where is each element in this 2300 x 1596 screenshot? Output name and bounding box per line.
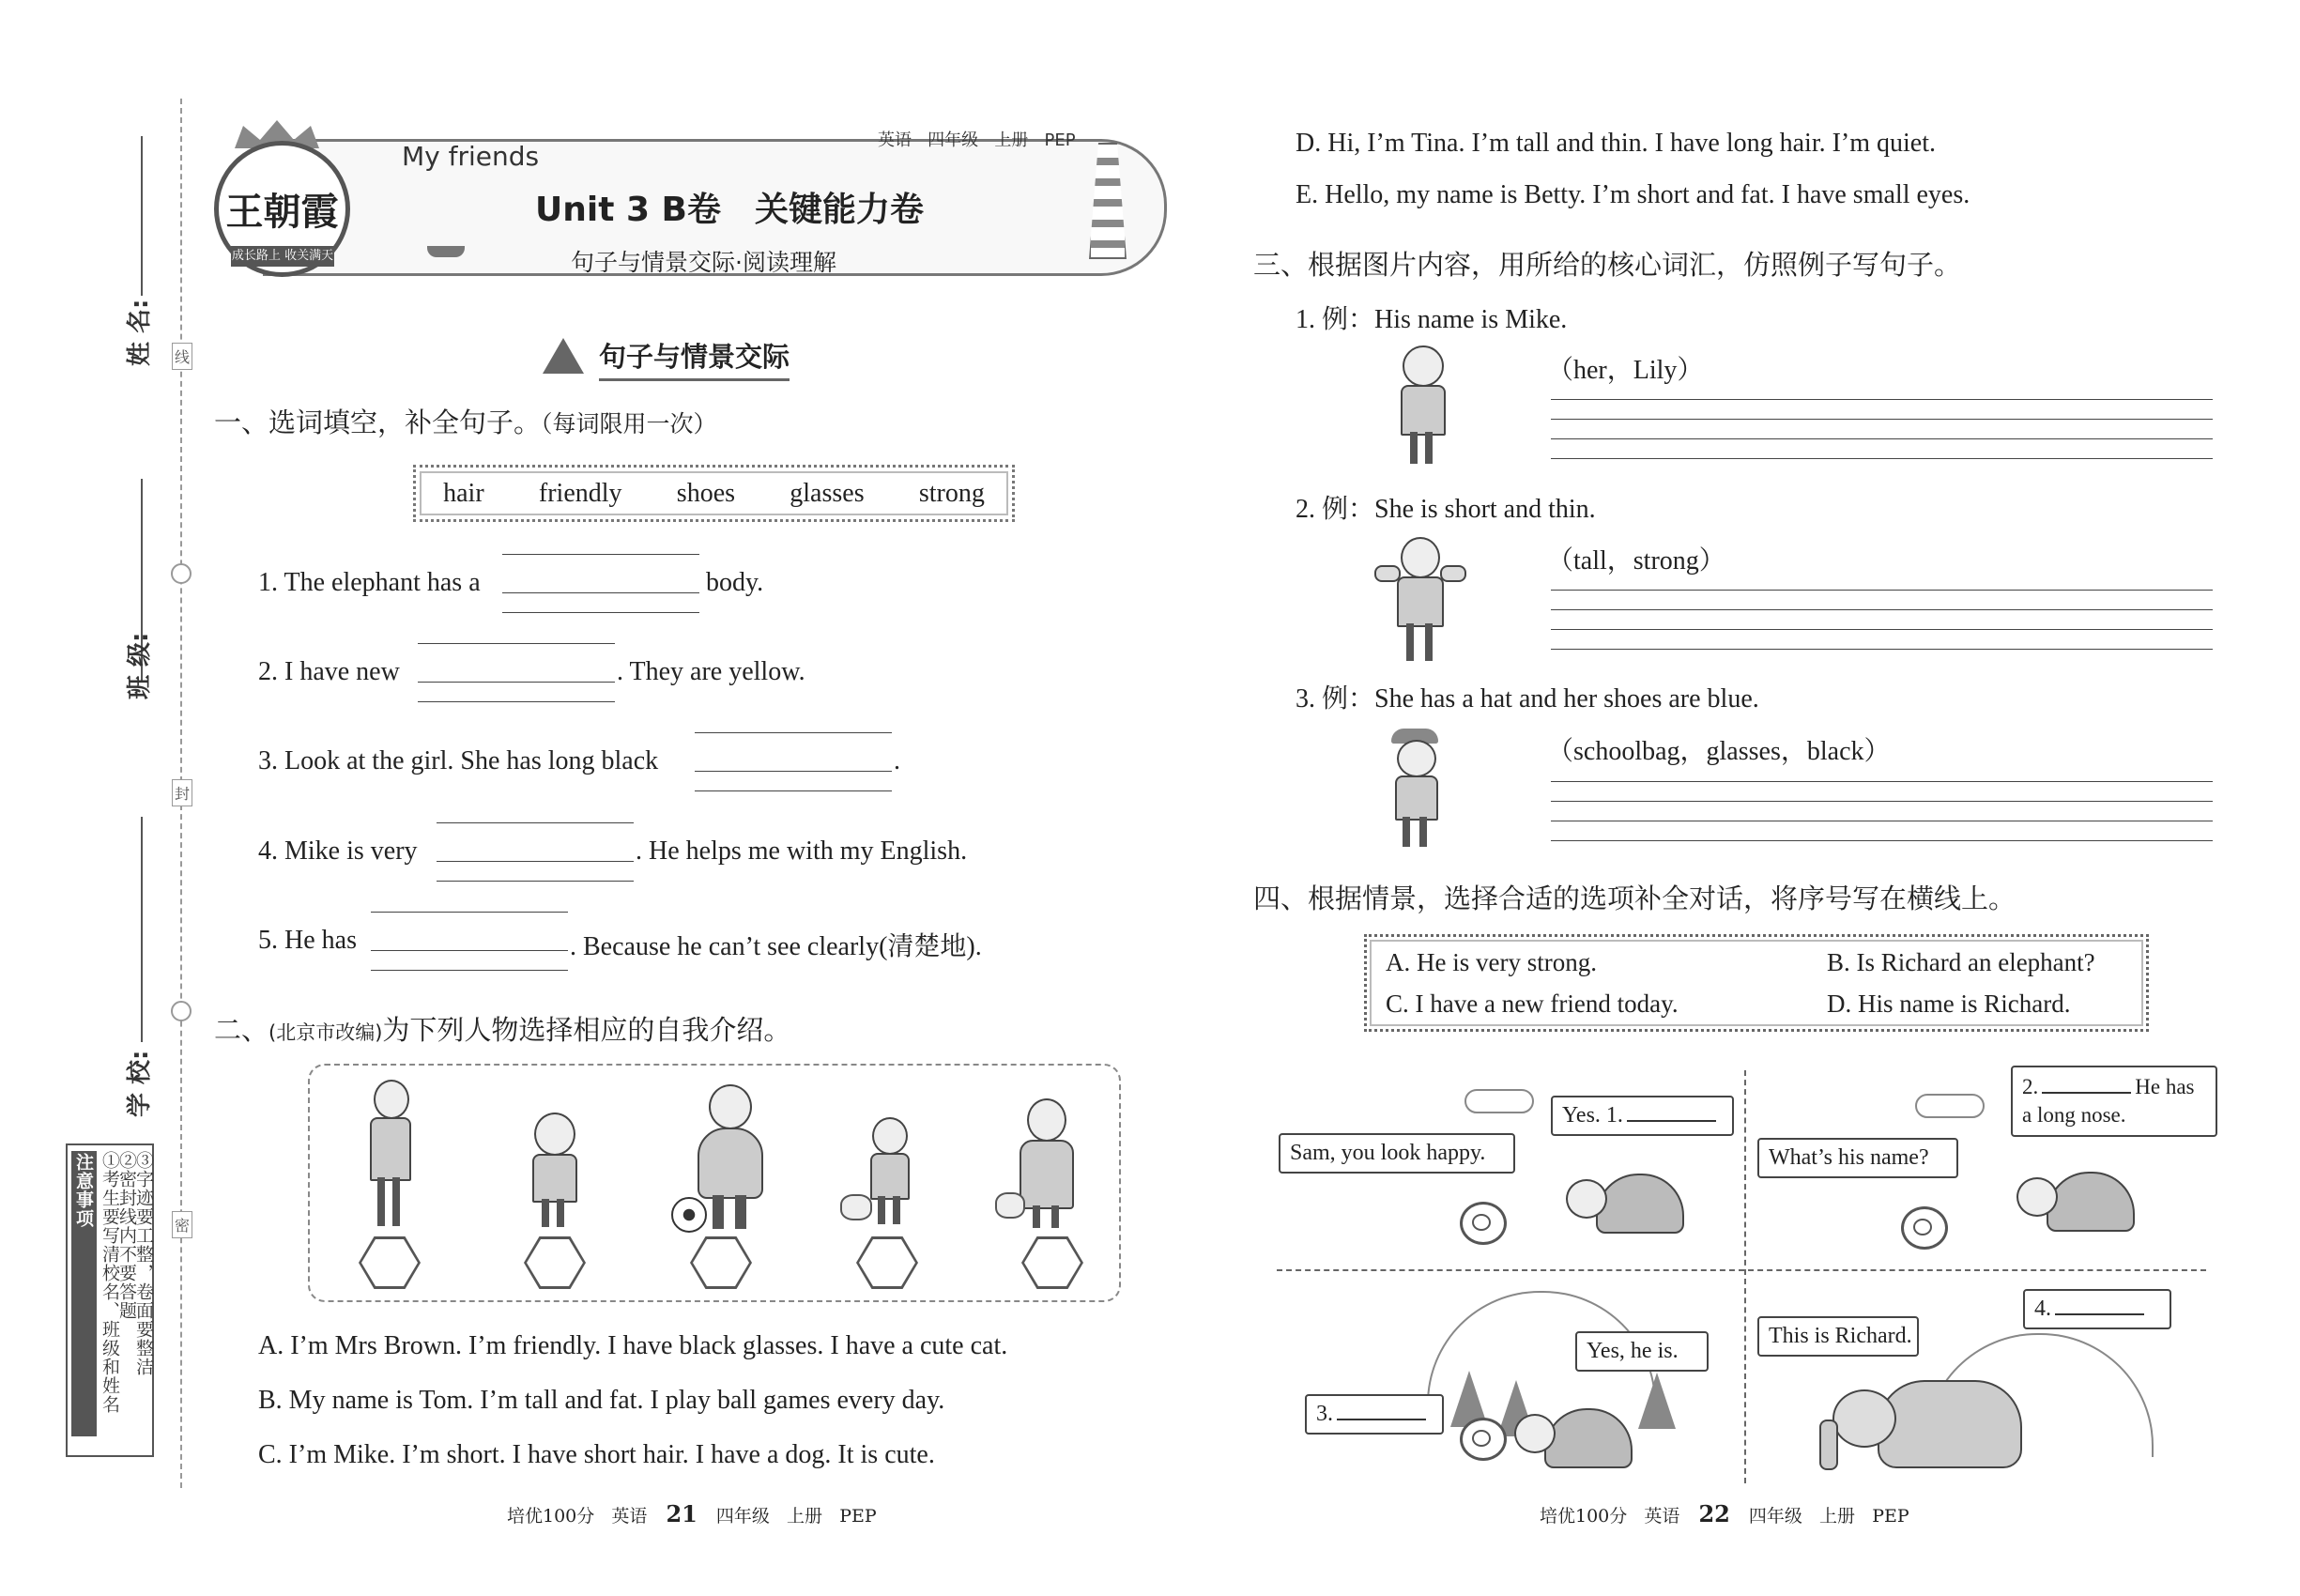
- scene2-bubble-right: [2011, 1066, 2217, 1137]
- option-a: A. I’m Mrs Brown. I’m friendly. I have black glasses. I have a cute cat.: [258, 1331, 1008, 1360]
- dialogue-option-a: A. He is very strong.: [1386, 948, 1597, 976]
- part1-note: （每词限用一次）: [541, 410, 717, 437]
- cut-mark-line: 线: [172, 343, 192, 370]
- part2-title: [214, 1009, 790, 1048]
- writing-lines[interactable]: [1551, 571, 2213, 650]
- question-5: 5. He has: [258, 926, 357, 955]
- brand-slogan: 收关满天: [284, 249, 334, 263]
- sail-icon: [543, 338, 584, 374]
- scene-divider-vertical: [1744, 1070, 1746, 1483]
- footer-volume: 上册: [1819, 1506, 1856, 1527]
- answer-blank[interactable]: [502, 535, 699, 613]
- notice-item: ②密封线内不要答题: [116, 1151, 137, 1320]
- scene-divider-horizontal: [1277, 1269, 2206, 1271]
- answer-blank[interactable]: [1627, 1120, 1716, 1122]
- people-picture-box: [308, 1064, 1121, 1302]
- person-boy-short: [840, 1117, 925, 1230]
- answer-hexagon[interactable]: [359, 1236, 421, 1289]
- section-banner: 句子与情景交际: [599, 336, 790, 381]
- word-item: strong: [918, 478, 985, 508]
- question-5-end: . Because he can’t see clearly(清楚地).: [570, 932, 982, 961]
- hint-2: （tall，strong）: [1547, 546, 1725, 575]
- hint-3: （schoolbag，glasses，black）: [1547, 737, 1891, 766]
- person-girl-tall: [357, 1080, 422, 1230]
- unit-topic: My friends: [402, 141, 540, 172]
- part1-title-text: 一、选词填空，补全句子。: [214, 407, 542, 438]
- example-1: 1. 例：His name is Mike.: [1296, 305, 1568, 334]
- answer-hexagon[interactable]: [856, 1236, 918, 1289]
- brand-ribbon: [231, 246, 334, 267]
- option-e: E. Hello, my name is Betty. I’m short and fat. I have small eyes.: [1296, 180, 1970, 209]
- answer-blank[interactable]: [371, 893, 568, 971]
- meta-subject: 英语: [878, 130, 912, 150]
- question-3-end: .: [894, 746, 900, 775]
- dialogue-options-box: [1364, 934, 2149, 1032]
- answer-blank[interactable]: [2055, 1313, 2144, 1315]
- scene4-text: 4.: [2034, 1297, 2051, 1321]
- cloud-icon: [1915, 1094, 1985, 1118]
- tree-icon: [1638, 1373, 1676, 1429]
- class-label: 班 级:: [126, 632, 154, 699]
- dialogue-option-b: B. Is Richard an elephant?: [1827, 948, 2095, 976]
- answer-blank[interactable]: [437, 804, 634, 882]
- brand-slogan: 成长路上: [231, 249, 281, 263]
- girl-hat-picture: [1382, 729, 1457, 851]
- punch-hole: [171, 1001, 192, 1021]
- name-label: 姓 名:: [126, 299, 154, 366]
- word-item: glasses: [790, 478, 865, 508]
- part2-title-text: 为下列人物选择相应的自我介绍。: [382, 1014, 791, 1046]
- part3-title: 三、根据图片内容，用所给的核心词汇，仿照例子写句子。: [1253, 249, 1962, 281]
- scene1-text: Yes. 1.: [1562, 1103, 1623, 1128]
- page-subtitle: 句子与情景交际·阅读理解: [571, 249, 836, 276]
- scene1-bubble-left: Sam, you look happy.: [1279, 1133, 1515, 1174]
- cut-mark-secret: 密: [172, 1211, 192, 1238]
- footer-volume: 上册: [787, 1506, 823, 1527]
- scene3-bubble-left: [1305, 1394, 1444, 1435]
- notice-box: [66, 1143, 154, 1457]
- answer-blank[interactable]: [2042, 1092, 2131, 1094]
- scene4-bubble-left: This is Richard.: [1757, 1316, 1919, 1357]
- dialogue-option-d: D. His name is Richard.: [1827, 990, 2071, 1018]
- person-girl-short: [521, 1113, 587, 1230]
- question-3: 3. Look at the girl. She has long black: [258, 746, 659, 775]
- meta-edition: PEP: [1044, 130, 1076, 150]
- word-item: friendly: [538, 478, 622, 508]
- footer-subject: 英语: [611, 1506, 648, 1527]
- turtle-icon: [1596, 1174, 1684, 1234]
- scene2-text: a long nose.: [2022, 1103, 2126, 1127]
- scene3-text: 3.: [1316, 1402, 1333, 1426]
- question-4-end: . He helps me with my English.: [636, 836, 968, 866]
- answer-blank[interactable]: [418, 624, 615, 702]
- page-number: 21: [666, 1500, 698, 1527]
- scene4-bubble-right: [2023, 1289, 2171, 1329]
- footer-grade: 四年级: [715, 1506, 770, 1527]
- answer-hexagon[interactable]: [1021, 1236, 1083, 1289]
- meta-grade: 四年级: [928, 130, 979, 150]
- footer-book: 培优100分: [507, 1506, 595, 1527]
- example-3: 3. 例：She has a hat and her shoes are blue.: [1296, 684, 1759, 714]
- school-write-line: [141, 817, 143, 1042]
- header-meta: [878, 127, 1076, 151]
- question-1: [258, 568, 481, 598]
- question-4: 4. Mike is very: [258, 836, 418, 866]
- answer-hexagon[interactable]: [690, 1236, 752, 1289]
- scene2-text: 2.: [2022, 1075, 2039, 1098]
- answer-blank[interactable]: [695, 714, 892, 791]
- punch-hole: [171, 563, 192, 584]
- scene3-bubble-right: Yes, he is.: [1575, 1331, 1709, 1372]
- scene2-text: He has: [2135, 1075, 2195, 1098]
- snail-icon: [1901, 1206, 1948, 1250]
- writing-lines[interactable]: [1551, 380, 2213, 459]
- answer-blank[interactable]: [1337, 1419, 1426, 1420]
- part1-title: [214, 402, 717, 440]
- scene2-bubble-left: What’s his name?: [1757, 1138, 1958, 1178]
- page-title: Unit 3 B卷 关键能力卷: [535, 191, 924, 229]
- school-label: 学 校:: [126, 1050, 154, 1117]
- word-bank: [413, 465, 1015, 522]
- turtle-icon: [1544, 1408, 1633, 1468]
- brand-name: 王朝霞: [225, 191, 339, 234]
- meta-volume: 上册: [994, 130, 1029, 150]
- footer-right: [1540, 1500, 1909, 1527]
- snail-icon: [1460, 1202, 1507, 1245]
- option-d: D. Hi, I’m Tina. I’m tall and thin. I have long hair. I’m quiet.: [1296, 129, 1937, 158]
- person-woman-glasses: [995, 1098, 1089, 1230]
- part2-source: (北京市改编): [268, 1021, 383, 1044]
- football-icon: [671, 1197, 707, 1233]
- question-text: 1. The elephant has a: [258, 568, 481, 597]
- person-boy-fat: [681, 1084, 774, 1235]
- dog-icon: [840, 1194, 872, 1220]
- scene1-bubble-right: [1551, 1096, 1734, 1136]
- part4-title: 四、根据情景，选择合适的选项补全对话，将序号写在横线上。: [1253, 882, 2016, 914]
- notice-item: ③字迹要工整，卷面要整洁: [133, 1151, 154, 1376]
- footer-grade: 四年级: [1748, 1506, 1802, 1527]
- question-1-end: body.: [706, 568, 764, 597]
- ship-icon: [427, 246, 465, 257]
- word-item: hair: [443, 478, 484, 508]
- question-2-end: . They are yellow.: [617, 657, 805, 686]
- answer-hexagon[interactable]: [524, 1236, 586, 1289]
- footer-book: 培优100分: [1540, 1506, 1628, 1527]
- name-write-line: [141, 136, 143, 296]
- snail-icon: [1460, 1418, 1507, 1461]
- cloud-icon: [1464, 1089, 1534, 1113]
- notice-title: 注意事项: [71, 1151, 97, 1436]
- footer-edition: PEP: [1872, 1506, 1909, 1527]
- word-item: shoes: [676, 478, 736, 508]
- elephant-icon: [1878, 1380, 2022, 1468]
- footer-subject: 英语: [1644, 1506, 1680, 1527]
- strong-boy-picture: [1372, 537, 1466, 664]
- notice-item: ①考生要写清校名、班级和姓名: [100, 1151, 120, 1414]
- option-b: B. My name is Tom. I’m tall and fat. I play ball games every day.: [258, 1386, 945, 1415]
- writing-lines[interactable]: [1551, 762, 2213, 841]
- page-number: 22: [1698, 1500, 1730, 1527]
- option-c: C. I’m Mike. I’m short. I have short hair. I have a dog. It is cute.: [258, 1440, 935, 1469]
- hint-1: （her，Lily）: [1547, 356, 1704, 385]
- cut-mark-seal: 封: [172, 779, 192, 806]
- footer-left: [507, 1500, 877, 1527]
- question-2: 2. I have new: [258, 657, 400, 686]
- footer-edition: PEP: [839, 1506, 877, 1527]
- dialogue-option-c: C. I have a new friend today.: [1386, 990, 1679, 1018]
- part2-prefix: 二、: [214, 1014, 269, 1046]
- example-2: 2. 例：She is short and thin.: [1296, 495, 1596, 524]
- girl-lily-picture: [1389, 345, 1455, 468]
- cat-icon: [995, 1192, 1025, 1219]
- turtle-icon: [2047, 1172, 2135, 1232]
